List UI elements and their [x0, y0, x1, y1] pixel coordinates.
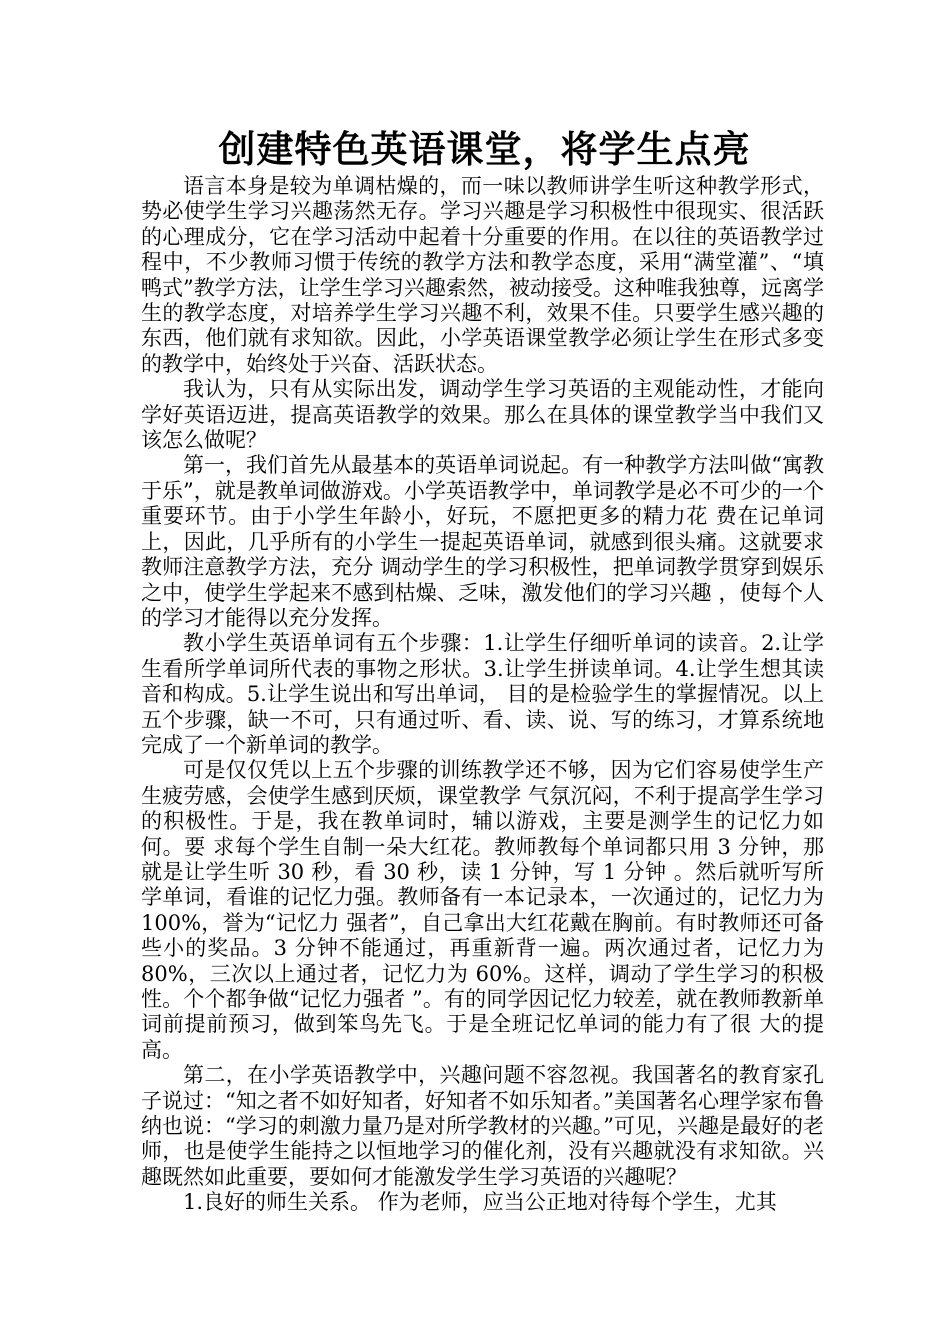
- paragraph-teacher-relationship: 1.良好的师生关系。 作为老师，应当公正地对待每个学生，尤其: [183, 1190, 777, 1215]
- document-page: [141, 124, 824, 1216]
- paragraph-intro: 语言本身是较为单调枯燥的，而一味以教师讲学生听这种教学形式，势必使学生学习兴趣荡然无存。学习兴趣是学习积极性中很现实、很活跃的心理成分，它在学习活动中起着十分重要的作用。在以往的英语教学过程中，不少教师习惯于传统的教学方法和教学态度，采用“满堂灌”、“填鸭式”教学方法，让学生学习兴趣索然，被动接受。这种唯我独尊，远离学生的教学态度，对培养学生学习兴趣不利，效果不佳。只要学生感兴趣的东西，他们就有求知欲。因此，小学英语课堂教学必须让学生在形式多变的教学中，始终处于兴奋、活跃状态。: [141, 174, 824, 376]
- document-body: [141, 174, 824, 1216]
- paragraph-question: 我认为，只有从实际出发，调动学生学习英语的主观能动性，才能向学好英语迈进，提高英语教学的效果。那么在具体的课堂教学当中我们又该怎么做呢？: [141, 377, 824, 453]
- paragraph-second-point: 第二，在小学英语教学中，兴趣问题不容忽视。我国著名的教育家孔子说过：“知之者不如好知者，好知者不如乐知者。”美国著名心理学家布鲁纳也说：“学习的刺激力量乃是对所学教材的兴趣。”可见，兴趣是最好的老师，也是使学生能持之以恒地学习的催化剂，没有兴趣就没有求知欲。兴趣既然如此重要，要如何才能激发学生学习英语的兴趣呢？: [141, 1063, 824, 1189]
- paragraph-first-point: 第一，我们首先从最基本的英语单词说起。有一种教学方法叫做“寓教于乐”，就是教单词做游戏。小学英语教学中，单词教学是必不可少的一个重要环节。由于小学生年龄小，好玩，不愿把更多的精力花 费在记单词上，因此，几乎所有的小学生一提起英语单词，就感到很头痛。这就要求教师注意教学方法，充分 调动学生的学习积极性，把单词教学贯穿到娱乐之中，使学生学起来不感到枯燥、乏味，激发他们的学习兴趣 ，使每个人的学习才能得以充分发挥。: [141, 453, 824, 630]
- document-title: 创建特色英语课堂，将学生点亮: [218, 127, 751, 171]
- paragraph-five-steps: 教小学生英语单词有五个步骤：1.让学生仔细听单词的读音。2.让学生看所学单词所代表的事物之形状。3.让学生拼读单词。4.让学生想其读音和构成。5.让学生说出和写出单词， 目的是检验学生的掌握情况。以上五个步骤，缺一不可，只有通过听、看、读、说、写的练习，才算系统地完成了一个新单词的教学。: [141, 631, 824, 757]
- paragraph-memory-game: 可是仅仅凭以上五个步骤的训练教学还不够，因为它们容易使学生产生疲劳感，会使学生感到厌烦，课堂教学 气氛沉闷，不利于提高学生学习的积极性。于是，我在教单词时，辅以游戏，主要是测学生的记忆力如何。要 求每个学生自制一朵大红花。教师教每个单词都只用 3 分钟，那就是让学生听 30 秒，看 30 秒，读 1 分钟，写 1 分钟 。然后就听写所学单词，看谁的记忆力强。教师备有一本记录本，一次通过的，记忆力为 100%，誉为“记忆力 强者”，自己拿出大红花戴在胸前。有时教师还可备些小的奖品。3 分钟不能通过，再重新背一遍。两次通过者，记忆力为 80%，三次以上通过者，记忆力为 60%。这样，调动了学生学习的积极性。个个都争做“记忆力强者 ”。有的同学因记忆力较差，就在教师教新单词前提前预习，做到笨鸟先飞。于是全班记忆单词的能力有了很 大的提高。: [141, 758, 824, 1062]
